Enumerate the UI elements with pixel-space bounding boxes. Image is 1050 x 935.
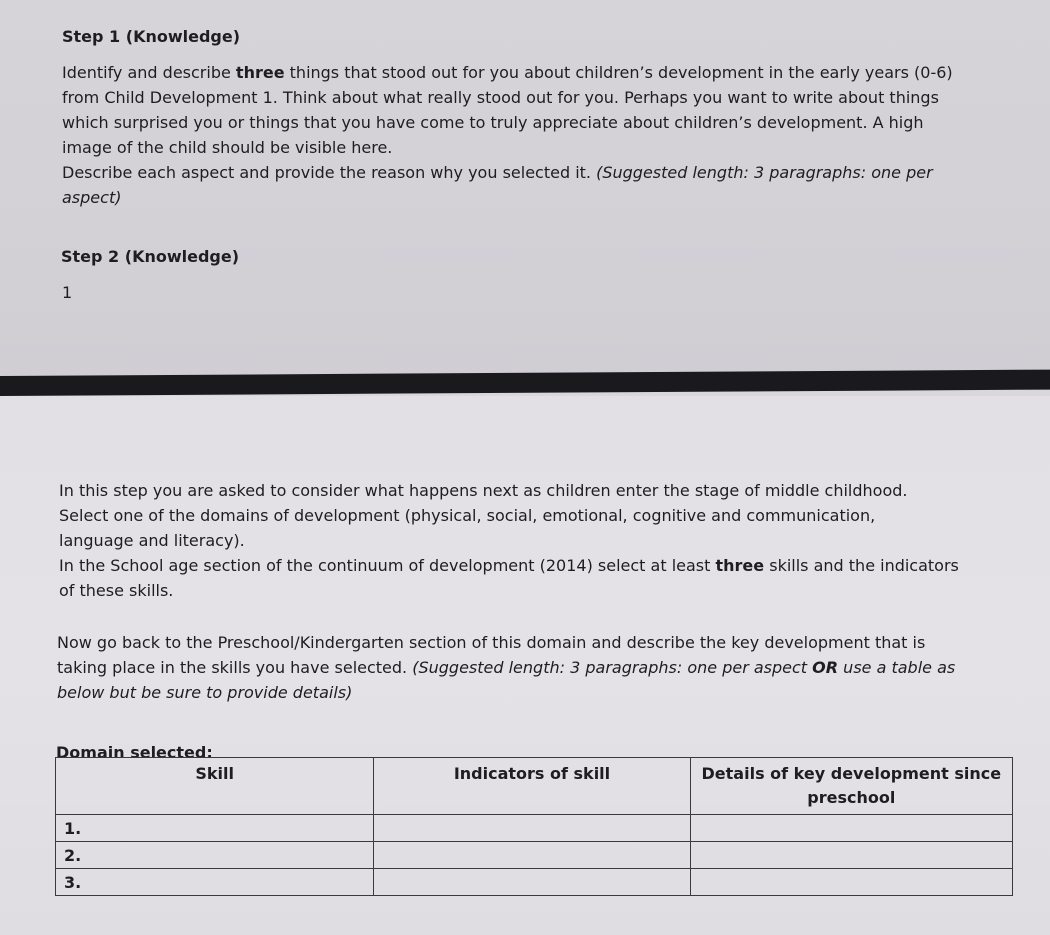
table-header-row (56, 758, 1013, 815)
skills-table (55, 757, 1013, 896)
table-cell[interactable] (690, 869, 1012, 896)
instruction-line: of these skills. (59, 581, 174, 600)
step2-heading: Step 2 (Knowledge) (61, 247, 240, 266)
instruction-emphasis: OR (812, 658, 839, 677)
row-number: 1. (56, 815, 374, 842)
header-details-line: Details of key development since (701, 764, 1002, 783)
step1-instructions (62, 60, 953, 210)
instruction-line: skills and the indicators (764, 556, 959, 575)
table-cell[interactable] (374, 869, 690, 896)
step1-suggested-length: (Suggested length: 3 paragraphs: one per (596, 163, 933, 182)
step1-text: which surprised you or things that you have come to truly appreciate about children’s development. A high (62, 113, 924, 132)
instruction-line: language and literacy). (59, 531, 245, 550)
instruction-emphasis: three (715, 556, 765, 575)
suggested-length: below but be sure to provide details) (57, 683, 353, 702)
row-number: 3. (56, 869, 374, 896)
row-number: 2. (56, 842, 374, 869)
table-row (56, 869, 1013, 896)
suggested-length: use a table as (838, 658, 956, 677)
step1-text: things that stood out for you about children’s development in the early years (0-6) (284, 63, 953, 82)
step1-suggested-length: aspect) (62, 188, 122, 207)
step1-text: image of the child should be visible here. (62, 138, 393, 157)
instruction-line: Now go back to the Preschool/Kindergarten section of this domain and describe the key development that is (57, 633, 926, 652)
instruction-line: taking place in the skills you have selected. (57, 658, 413, 677)
table-cell[interactable] (690, 815, 1012, 842)
step2-number: 1 (62, 283, 73, 302)
table-cell[interactable] (374, 815, 690, 842)
suggested-length: (Suggested length: 3 paragraphs: one per aspect (412, 658, 813, 677)
table-row (56, 815, 1013, 842)
instruction-line: Select one of the domains of development (physical, social, emotional, cognitive and communication, (59, 506, 876, 525)
preschool-instructions (57, 630, 955, 705)
header-details (690, 758, 1012, 815)
step1-heading: Step 1 (Knowledge) (62, 27, 241, 46)
instruction-line: In this step you are asked to consider what happens next as children enter the stage of middle childhood. (59, 481, 908, 500)
header-details-line: preschool (807, 788, 896, 807)
step1-emphasis: three (235, 63, 285, 82)
domain-selected-label: Domain selected: (56, 743, 213, 762)
middle-childhood-instructions (59, 478, 959, 603)
header-indicators: Indicators of skill (374, 758, 690, 815)
step1-text: Identify and describe (62, 63, 236, 82)
step1-text: from Child Development 1. Think about what really stood out for you. Perhaps you want to write about things (62, 88, 939, 107)
step1-text: Describe each aspect and provide the reason why you selected it. (62, 163, 597, 182)
table-row (56, 842, 1013, 869)
instruction-line: In the School age section of the continuum of development (2014) select at least (59, 556, 716, 575)
header-skill: Skill (56, 758, 374, 815)
table-cell[interactable] (690, 842, 1012, 869)
table-cell[interactable] (374, 842, 690, 869)
